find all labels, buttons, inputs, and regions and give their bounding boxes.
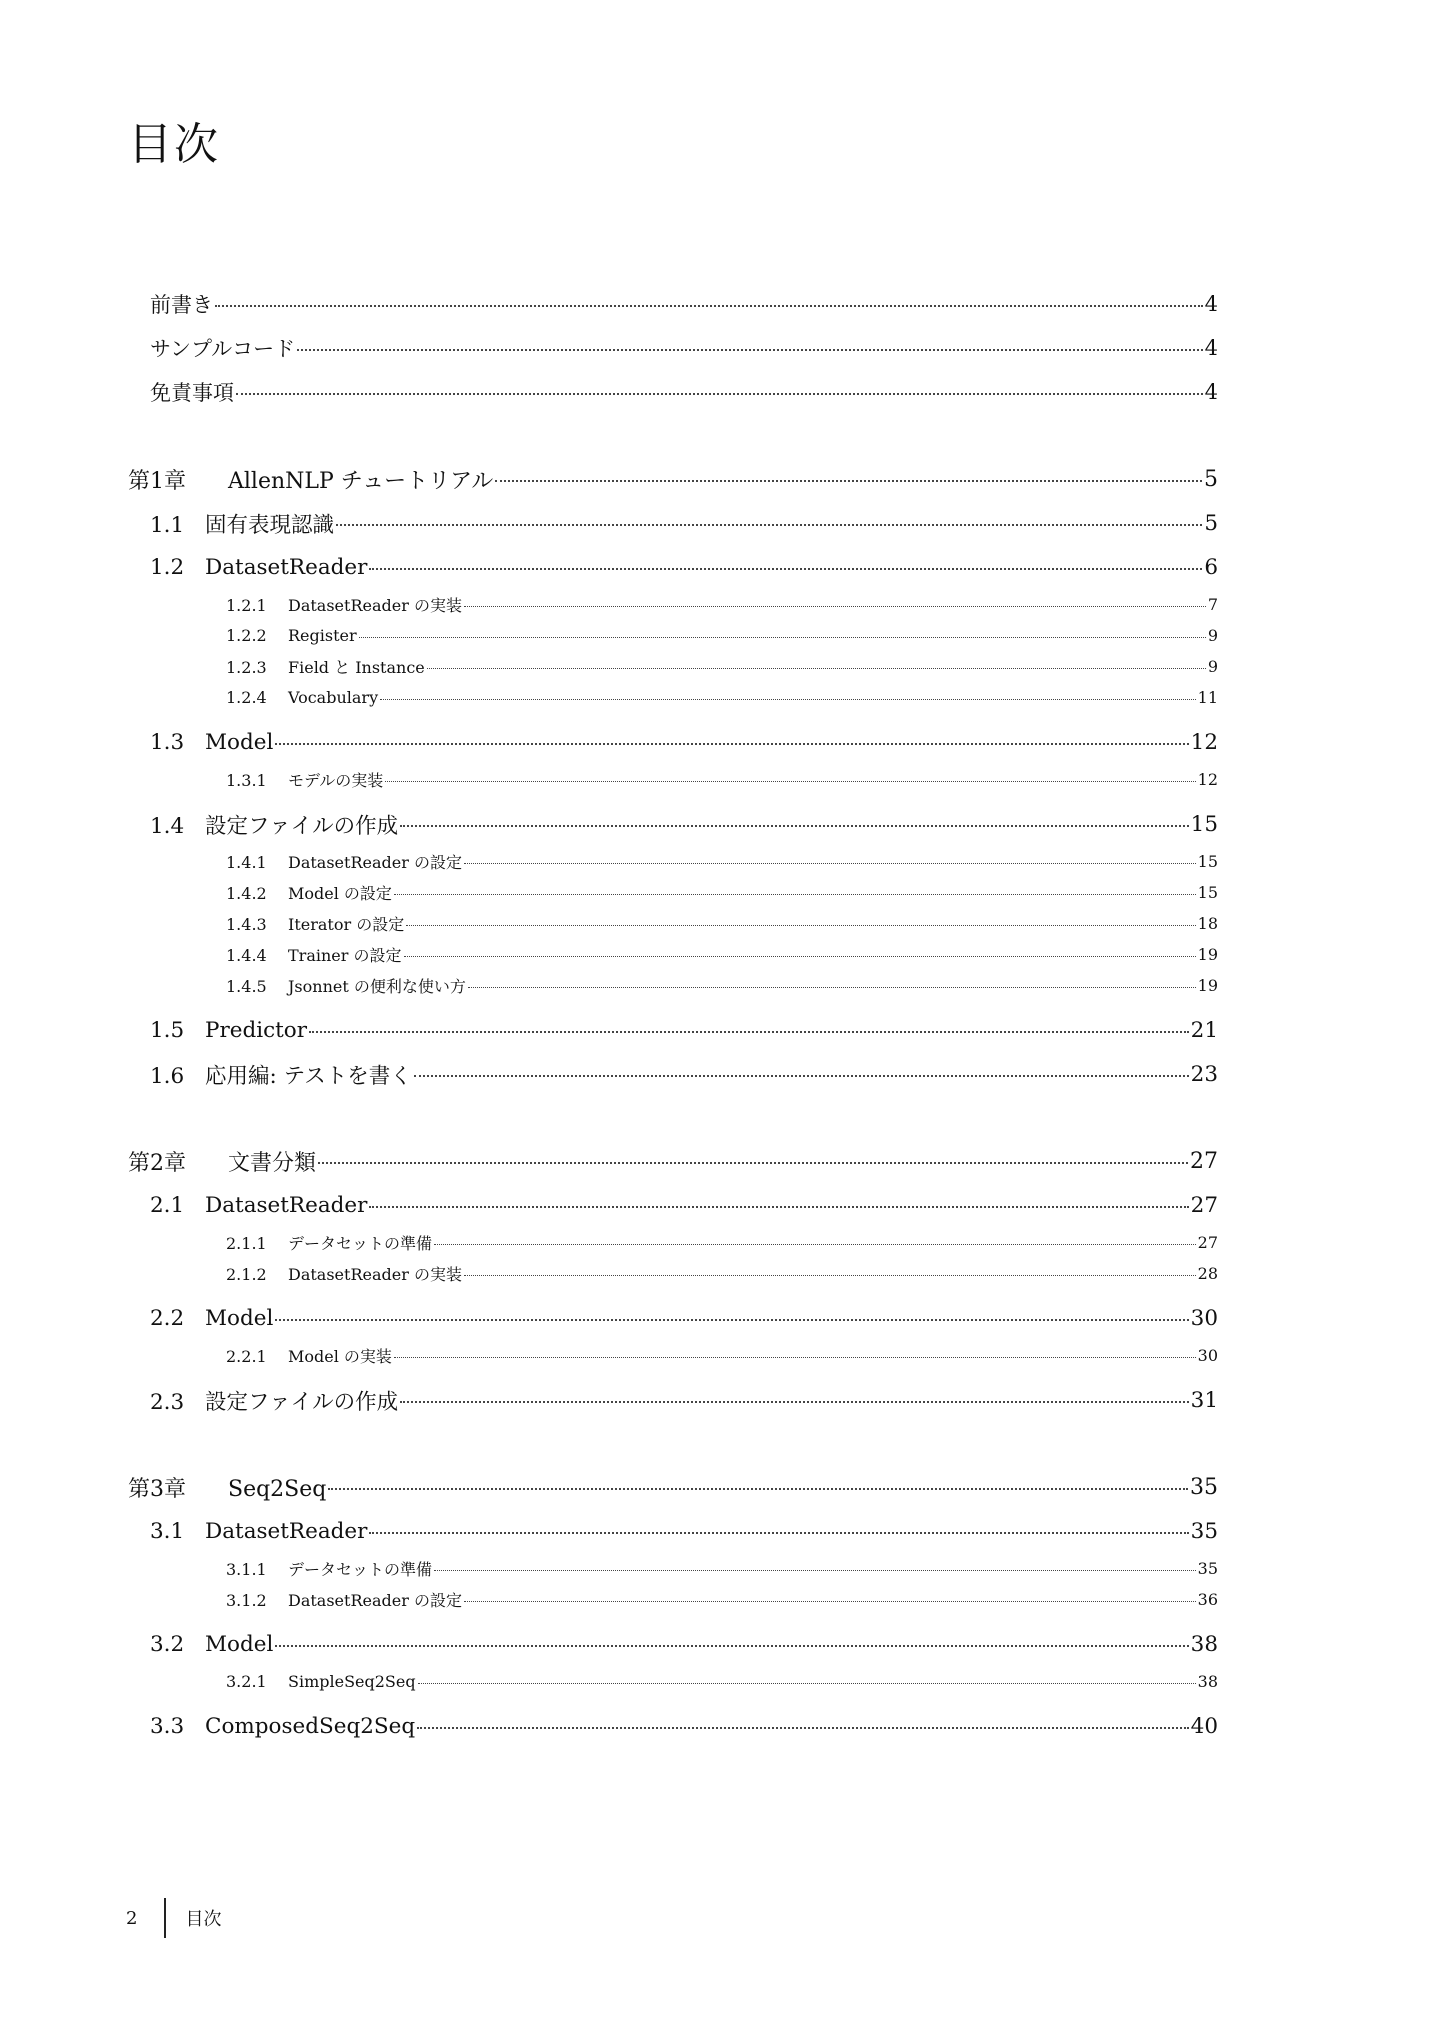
toc-chapter-page: 35 (1190, 1474, 1218, 1500)
dot-leader (418, 1683, 1196, 1684)
toc-subsection-label (226, 593, 462, 616)
toc-subsection[interactable] (128, 1666, 1218, 1697)
toc-section-title: DatasetReader (205, 1192, 368, 1218)
toc-subsection-label (226, 1262, 462, 1285)
dot-leader (434, 1570, 1196, 1571)
toc-section[interactable] (128, 1008, 1218, 1052)
toc-section-number: 1.5 (150, 1017, 185, 1043)
toc-subsection-page: 35 (1197, 1559, 1218, 1578)
toc-subsection[interactable] (128, 939, 1218, 970)
dot-leader (468, 987, 1196, 988)
toc-section-title: DatasetReader (205, 554, 368, 580)
toc-subsection-label (226, 881, 392, 904)
toc-section-title: DatasetReader (205, 1518, 368, 1544)
toc-front-item-label (150, 333, 295, 363)
toc-subsection[interactable] (128, 651, 1218, 682)
footer-divider (164, 1898, 166, 1938)
toc-subsection-number: 1.4.5 (226, 977, 267, 996)
toc-front-item-page: 4 (1204, 380, 1218, 404)
page-title: 目次 (128, 119, 220, 170)
toc-chapter-number: 第1章 (128, 468, 186, 494)
toc-section-number: 2.2 (150, 1305, 185, 1331)
toc-section[interactable] (128, 802, 1218, 846)
toc-front-item[interactable] (128, 326, 1218, 370)
toc-subsection[interactable] (128, 764, 1218, 795)
toc-section-label (150, 809, 398, 840)
toc-section-label (150, 1519, 367, 1544)
dot-leader (394, 894, 1196, 895)
dot-leader (464, 863, 1196, 864)
toc-chapter-label (128, 1146, 316, 1177)
toc-section-number: 3.3 (150, 1713, 185, 1739)
dot-leader (414, 1075, 1189, 1077)
dot-leader (275, 1319, 1188, 1321)
toc-section[interactable] (128, 720, 1218, 764)
toc-section[interactable] (128, 501, 1218, 545)
toc-subsection-number: 2.1.2 (226, 1265, 267, 1284)
dot-leader (380, 699, 1196, 700)
toc-subsection-label (226, 688, 378, 707)
toc-subsection-label (226, 912, 404, 935)
toc-section-title: Predictor (205, 1017, 308, 1043)
toc-section-number: 3.2 (150, 1631, 185, 1657)
toc-section-page: 35 (1190, 1518, 1218, 1544)
toc-section[interactable] (128, 1052, 1218, 1096)
toc-section-title: Model (205, 1631, 274, 1657)
toc-subsection-page: 11 (1197, 688, 1218, 707)
toc-section-label (150, 1306, 273, 1331)
toc-subsection-title: Trainer の設定 (288, 946, 402, 965)
dot-leader (417, 1727, 1189, 1729)
toc-subsection[interactable] (128, 682, 1218, 713)
dot-leader (336, 524, 1202, 526)
toc-chapter[interactable] (128, 1139, 1218, 1183)
toc-subsection-title: Iterator の設定 (288, 915, 405, 934)
toc-front-item-title: 前書き (150, 293, 213, 317)
toc-chapter-label (128, 464, 493, 495)
dot-leader (369, 1206, 1188, 1208)
toc-subsection-label (226, 850, 462, 873)
toc-subsection-label (226, 974, 466, 997)
toc-section-label (150, 1714, 415, 1739)
toc-subsection-label (226, 1557, 432, 1580)
toc-section-label (150, 1193, 367, 1218)
toc-section-page: 38 (1190, 1631, 1218, 1657)
toc-subsection-label (226, 1588, 462, 1611)
toc-subsection-title: DatasetReader の設定 (288, 1591, 462, 1610)
toc-section-page: 30 (1190, 1305, 1218, 1331)
toc-subsection-number: 1.3.1 (226, 771, 267, 790)
toc-section-number: 1.2 (150, 554, 185, 580)
toc-subsection-title: DatasetReader の実装 (288, 1265, 462, 1284)
toc-subsection-title: Model の実装 (288, 1347, 392, 1366)
toc-section-title: Model (205, 729, 274, 755)
toc-front-item-label (150, 377, 234, 407)
toc-front-item-title: 免責事項 (150, 381, 234, 405)
dot-leader (275, 1645, 1188, 1647)
toc-chapter-number: 第3章 (128, 1476, 186, 1502)
toc-subsection[interactable] (128, 1553, 1218, 1584)
toc-subsection[interactable] (128, 970, 1218, 1001)
toc-section-number: 1.4 (150, 813, 185, 839)
toc-section-page: 27 (1190, 1192, 1218, 1218)
dot-leader (400, 825, 1189, 827)
page-footer (126, 1898, 222, 1938)
toc-front-item-label (150, 289, 213, 319)
toc-section-title: 固有表現認識 (205, 512, 335, 538)
toc-section[interactable] (128, 1704, 1218, 1748)
toc-subsection-number: 1.2.4 (226, 688, 267, 707)
dot-leader (328, 1488, 1188, 1490)
footer-running-title: 目次 (185, 1909, 222, 1930)
dot-leader (394, 1357, 1196, 1358)
toc-subsection[interactable] (128, 846, 1218, 877)
toc-subsection-title: データセットの準備 (288, 1560, 433, 1579)
dot-leader (369, 568, 1202, 570)
toc-section[interactable] (128, 1183, 1218, 1227)
toc-subsection-label (226, 655, 425, 678)
toc-subsection-page: 9 (1207, 626, 1218, 645)
toc-section-title: 設定ファイルの作成 (205, 813, 399, 839)
toc-section-number: 1.6 (150, 1063, 185, 1089)
toc-subsection-number: 3.1.1 (226, 1560, 267, 1579)
toc-section-label (150, 730, 273, 755)
toc-subsection-page: 36 (1197, 1590, 1218, 1609)
toc-subsection-page: 19 (1197, 976, 1218, 995)
dot-leader (369, 1532, 1188, 1534)
toc-subsection-page: 15 (1197, 852, 1218, 871)
dot-leader (236, 393, 1203, 395)
toc-section[interactable] (128, 545, 1218, 589)
toc-subsection-label (226, 768, 383, 791)
toc-subsection-page: 28 (1197, 1264, 1218, 1283)
toc-front-item-title: サンプルコード (150, 337, 296, 361)
toc-section-title: 応用編: テストを書く (205, 1063, 412, 1089)
toc-section[interactable] (128, 1509, 1218, 1553)
toc-subsection-number: 1.4.3 (226, 915, 267, 934)
toc-subsection-page: 19 (1197, 945, 1218, 964)
toc-subsection-page: 12 (1197, 770, 1218, 789)
toc-subsection-page: 7 (1207, 595, 1218, 614)
toc-chapter[interactable] (128, 457, 1218, 501)
dot-leader (359, 637, 1206, 638)
dot-leader (275, 743, 1188, 745)
toc-subsection-label (226, 1672, 416, 1691)
toc-subsection-number: 1.2.3 (226, 658, 267, 677)
dot-leader (427, 668, 1206, 669)
toc-section-title: ComposedSeq2Seq (205, 1713, 416, 1739)
toc-subsection-title: SimpleSeq2Seq (288, 1672, 416, 1691)
toc-subsection-number: 1.4.4 (226, 946, 267, 965)
toc-section-label (150, 1018, 307, 1043)
toc-subsection-page: 18 (1197, 914, 1218, 933)
toc-section[interactable] (128, 1622, 1218, 1666)
toc-subsection-title: Jsonnet の便利な使い方 (288, 977, 466, 996)
toc-subsection-title: DatasetReader の実装 (288, 596, 462, 615)
toc-subsection-label (226, 1231, 432, 1254)
toc-subsection[interactable] (128, 1227, 1218, 1258)
toc-section-label (150, 1059, 412, 1090)
dot-leader (464, 1601, 1196, 1602)
toc-section[interactable] (128, 1378, 1218, 1422)
dot-leader (464, 606, 1206, 607)
toc-section-number: 1.1 (150, 512, 185, 538)
dot-leader (215, 305, 1203, 307)
toc-subsection[interactable] (128, 877, 1218, 908)
toc-subsection-number: 1.4.2 (226, 884, 267, 903)
toc-section-number: 2.3 (150, 1389, 185, 1415)
table-of-contents (128, 282, 1218, 1748)
toc-chapter-page: 5 (1204, 466, 1218, 492)
dot-leader (385, 781, 1195, 782)
dot-leader (495, 480, 1202, 482)
toc-section-page: 5 (1204, 510, 1218, 536)
toc-section[interactable] (128, 1296, 1218, 1340)
toc-subsection-number: 1.4.1 (226, 853, 267, 872)
toc-section-label (150, 555, 367, 580)
toc-front-item-page: 4 (1204, 292, 1218, 316)
dot-leader (464, 1275, 1196, 1276)
toc-section-number: 1.3 (150, 729, 185, 755)
toc-subsection-number: 2.2.1 (226, 1347, 267, 1366)
toc-subsection-title: Field と Instance (288, 658, 425, 677)
toc-subsection-title: データセットの準備 (288, 1234, 433, 1253)
toc-section-label (150, 508, 334, 539)
toc-subsection[interactable] (128, 1584, 1218, 1615)
dot-leader (318, 1162, 1188, 1164)
toc-subsection-page: 38 (1197, 1672, 1218, 1691)
toc-subsection-page: 9 (1207, 657, 1218, 676)
dot-leader (400, 1401, 1189, 1403)
toc-subsection-number: 3.1.2 (226, 1591, 267, 1610)
toc-chapter-title: 文書分類 (228, 1150, 317, 1176)
toc-section-page: 23 (1190, 1061, 1218, 1087)
toc-subsection-number: 1.2.2 (226, 626, 267, 645)
dot-leader (434, 1244, 1196, 1245)
toc-section-page: 15 (1190, 811, 1218, 837)
toc-subsection-title: Vocabulary (288, 688, 379, 707)
toc-section-label (150, 1632, 273, 1657)
toc-subsection-title: Model の設定 (288, 884, 392, 903)
toc-chapter-title: Seq2Seq (228, 1476, 327, 1502)
toc-chapter-title: AllenNLP チュートリアル (228, 468, 494, 494)
toc-subsection-page: 27 (1197, 1233, 1218, 1252)
toc-chapter[interactable] (128, 1465, 1218, 1509)
toc-section-label (150, 1385, 398, 1416)
dot-leader (404, 956, 1196, 957)
toc-section-page: 31 (1190, 1387, 1218, 1413)
dot-leader (309, 1031, 1189, 1033)
footer-page-number: 2 (126, 1907, 138, 1929)
toc-subsection-label (226, 1344, 392, 1367)
toc-subsection-page: 15 (1197, 883, 1218, 902)
toc-section-title: Model (205, 1305, 274, 1331)
toc-subsection-title: モデルの実装 (288, 771, 384, 790)
toc-subsection-number: 3.2.1 (226, 1672, 267, 1691)
toc-section-page: 12 (1190, 729, 1218, 755)
toc-subsection-title: Register (288, 626, 357, 645)
toc-subsection-label (226, 626, 357, 645)
toc-front-item[interactable] (128, 282, 1218, 326)
toc-subsection-number: 2.1.1 (226, 1234, 267, 1253)
toc-section-number: 2.1 (150, 1192, 185, 1218)
toc-subsection-label (226, 943, 402, 966)
toc-subsection[interactable] (128, 589, 1218, 620)
toc-subsection[interactable] (128, 908, 1218, 939)
toc-subsection-title: DatasetReader の設定 (288, 853, 462, 872)
toc-subsection-number: 1.2.1 (226, 596, 267, 615)
toc-chapter-number: 第2章 (128, 1150, 186, 1176)
toc-subsection[interactable] (128, 620, 1218, 651)
toc-section-page: 21 (1190, 1017, 1218, 1043)
dot-leader (406, 925, 1195, 926)
toc-subsection-page: 30 (1197, 1346, 1218, 1365)
toc-section-title: 設定ファイルの作成 (205, 1389, 399, 1415)
toc-section-page: 40 (1190, 1713, 1218, 1739)
toc-chapter-label (128, 1472, 326, 1503)
toc-section-number: 3.1 (150, 1518, 185, 1544)
toc-front-item[interactable] (128, 370, 1218, 414)
toc-subsection[interactable] (128, 1340, 1218, 1371)
toc-front-item-page: 4 (1204, 336, 1218, 360)
toc-chapter-page: 27 (1190, 1148, 1218, 1174)
toc-section-page: 6 (1204, 554, 1218, 580)
toc-subsection[interactable] (128, 1258, 1218, 1289)
dot-leader (297, 349, 1203, 351)
